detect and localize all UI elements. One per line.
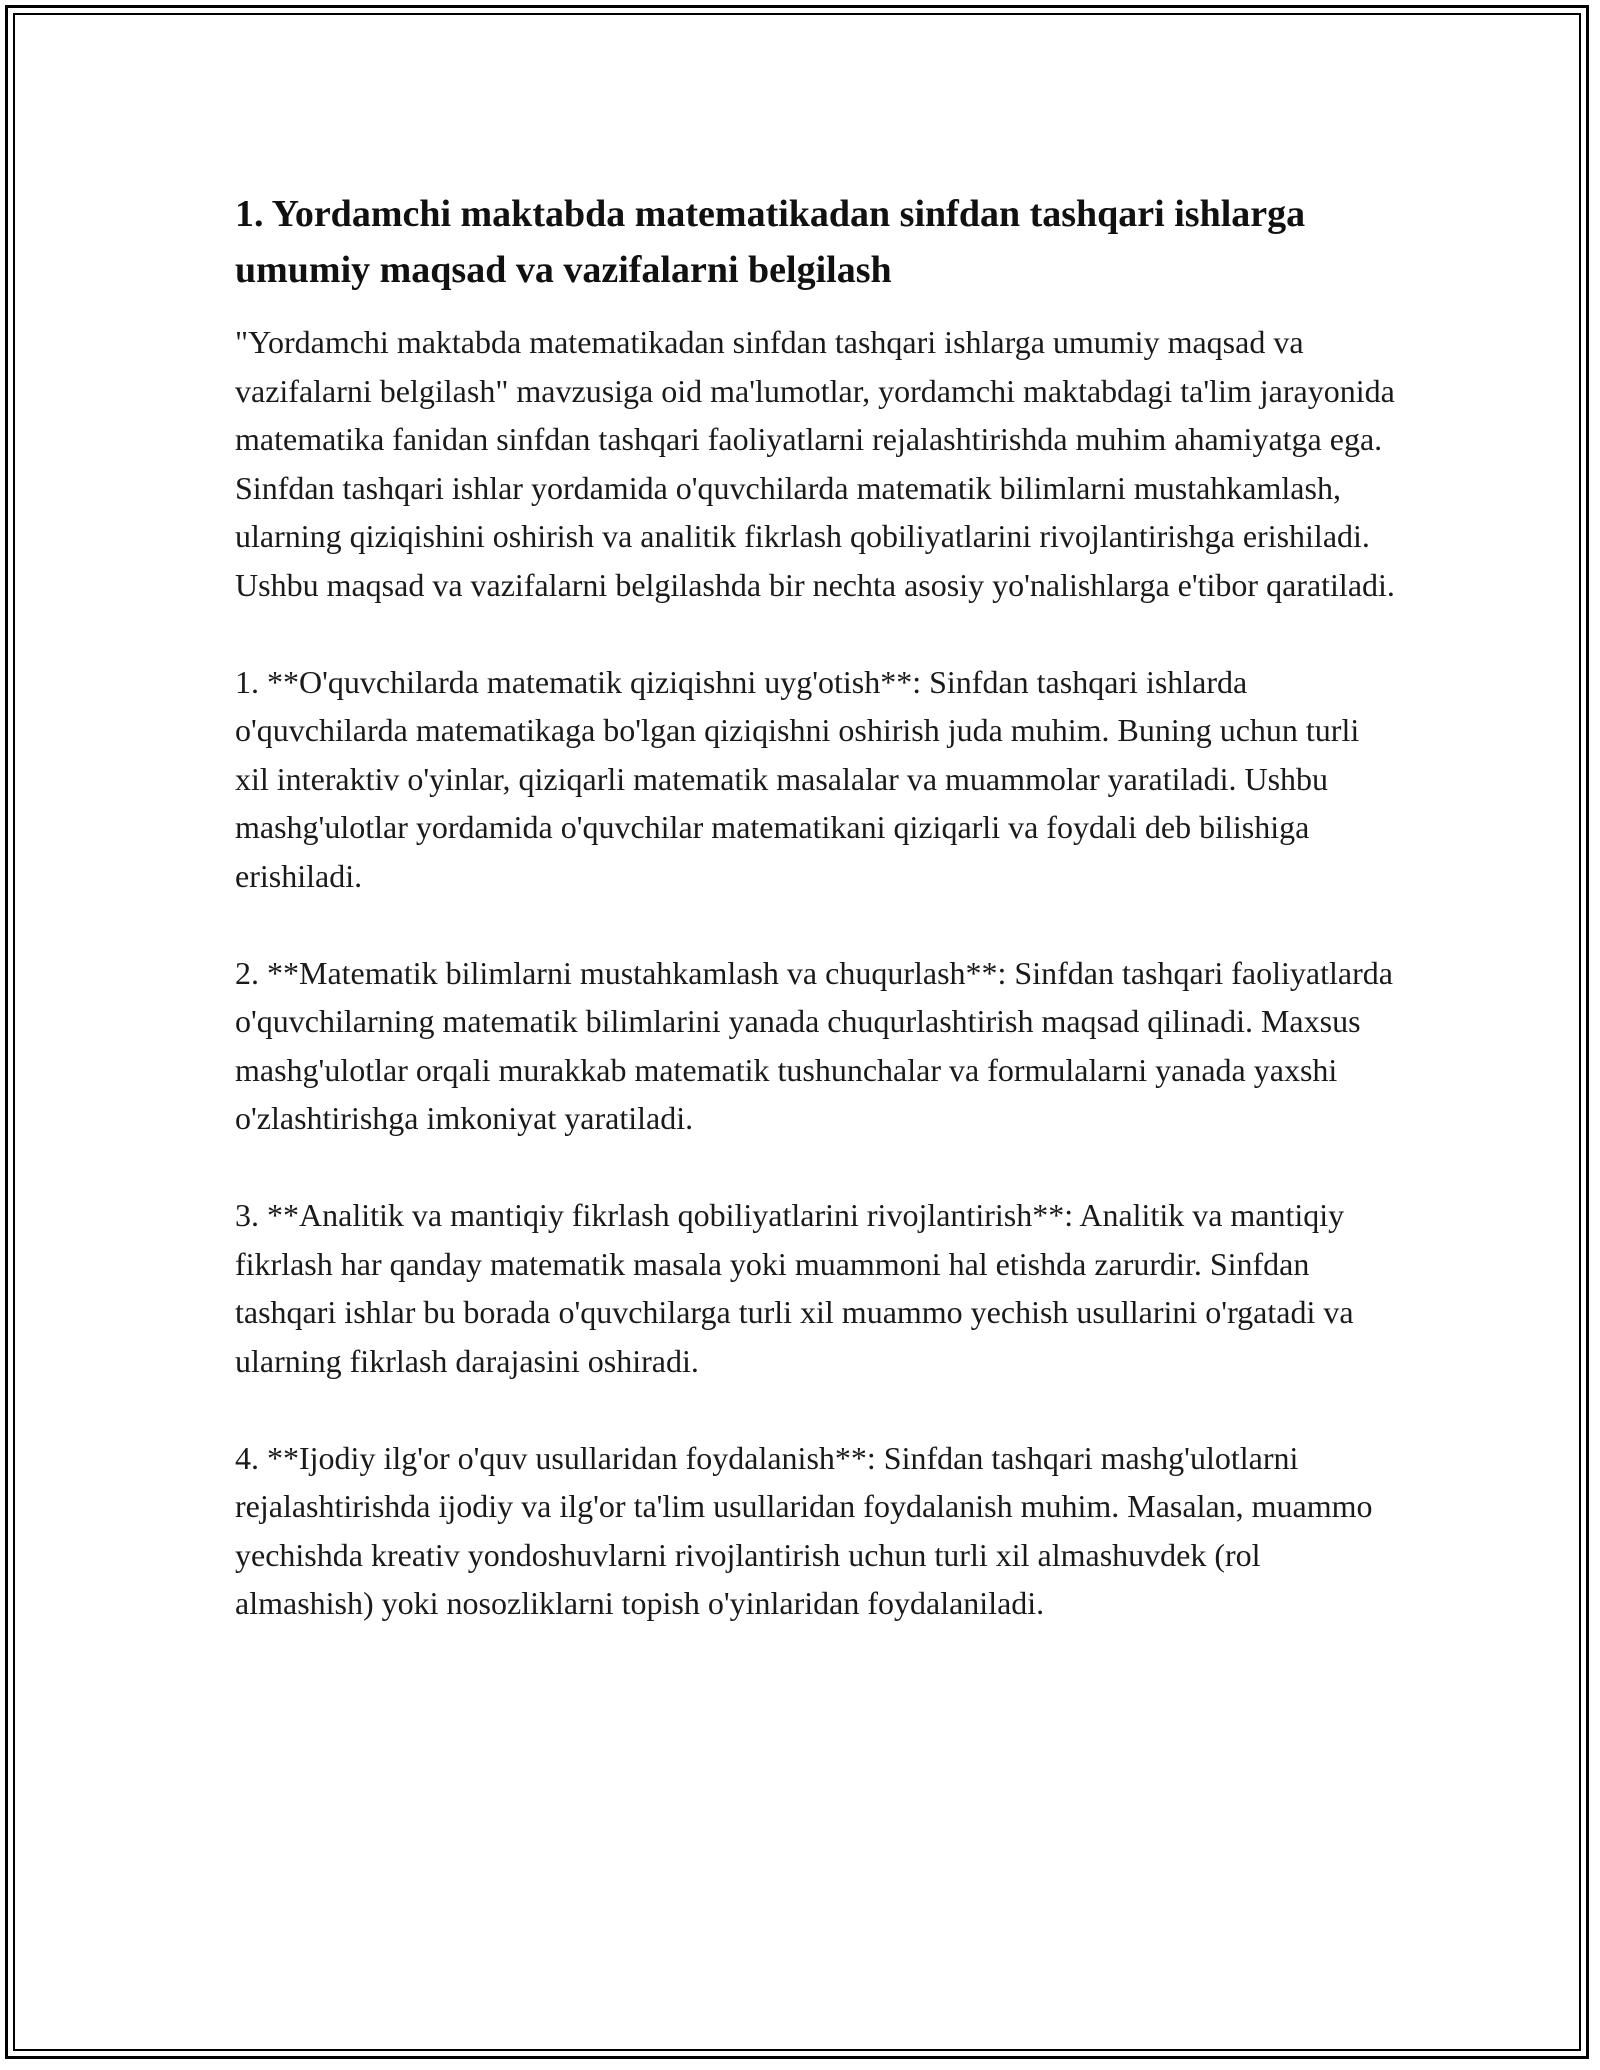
document-body <box>235 186 1395 1676</box>
point-2-paragraph: 2. **Matematik bilimlarni mustahkamlash va chuqurlash**: Sinfdan tashqari faoliyatlarda o'quvchilarning matematik bilimlarini yanada chuqurlashtirish maqsad qilinadi. Maxsus mashg'ulotlar orqali murakkab matematik tushunchalar va formulalarni yanada yaxshi o'zlashtirishga imkoniyat yaratiladi. <box>235 954 1393 1136</box>
point-4-paragraph: 4. **Ijodiy ilg'or o'quv usullaridan foydalanish**: Sinfdan tashqari mashg'ulotlarni rejalashtirishda ijodiy va ilg'or ta'lim usullaridan foydalanish muhim. Masalan, muammo yechishda kreativ yondoshuvlarni rivojlantirish uchun turli xil almashuvdek (rol almashish) yoki nosozliklarni topish o'yinlaridan foydalaniladi. <box>235 1439 1373 1621</box>
point-1-paragraph: 1. **O'quvchilarda matematik qiziqishni uyg'otish**: Sinfdan tashqari ishlarda o'quvchilarda matematikaga bo'lgan qiziqishni oshirish juda muhim. Buning uchun turli xil interaktiv o'yinlar, qiziqarli matematik masalalar va muammolar yaratiladi. Ushbu mashg'ulotlar yordamida o'quvchilar matematikani qiziqarli va foydali deb bilishiga erishiladi. <box>235 663 1360 894</box>
intro-paragraph: "Yordamchi maktabda matematikadan sinfdan tashqari ishlarga umumiy maqsad va vazifalarni belgilash" mavzusiga oid ma'lumotlar, yordamchi maktabdagi ta'lim jarayonida matematika fanidan sinfdan tashqari faoliyatlarni rejalashtirishda muhim ahamiyatga ega. Sinfdan tashqari ishlar yordamida o'quvchilarda matematik bilimlarni mustahkamlash, ularning qiziqishini oshirish va analitik fikrlash qobiliyatlarini rivojlantirishga erishiladi. Ushbu maqsad va vazifalarni belgilashda bir nechta asosiy yo'nalishlarga e'tibor qaratiladi. <box>235 324 1395 603</box>
document-title: 1. Yordamchi maktabda matematikadan sinfdan tashqari ishlarga umumiy maqsad va vazifalarni belgilash <box>235 193 1306 291</box>
point-3-paragraph: 3. **Analitik va mantiqiy fikrlash qobiliyatlarini rivojlantirish**: Analitik va mantiqiy fikrlash har qanday matematik masala yoki muammoni hal etishda zarurdir. Sinfdan tashqari ishlar bu borada o'quvchilarga turli xil muammo yechish usullarini o'rgatadi va ularning fikrlash darajasini oshiradi. <box>235 1197 1354 1379</box>
